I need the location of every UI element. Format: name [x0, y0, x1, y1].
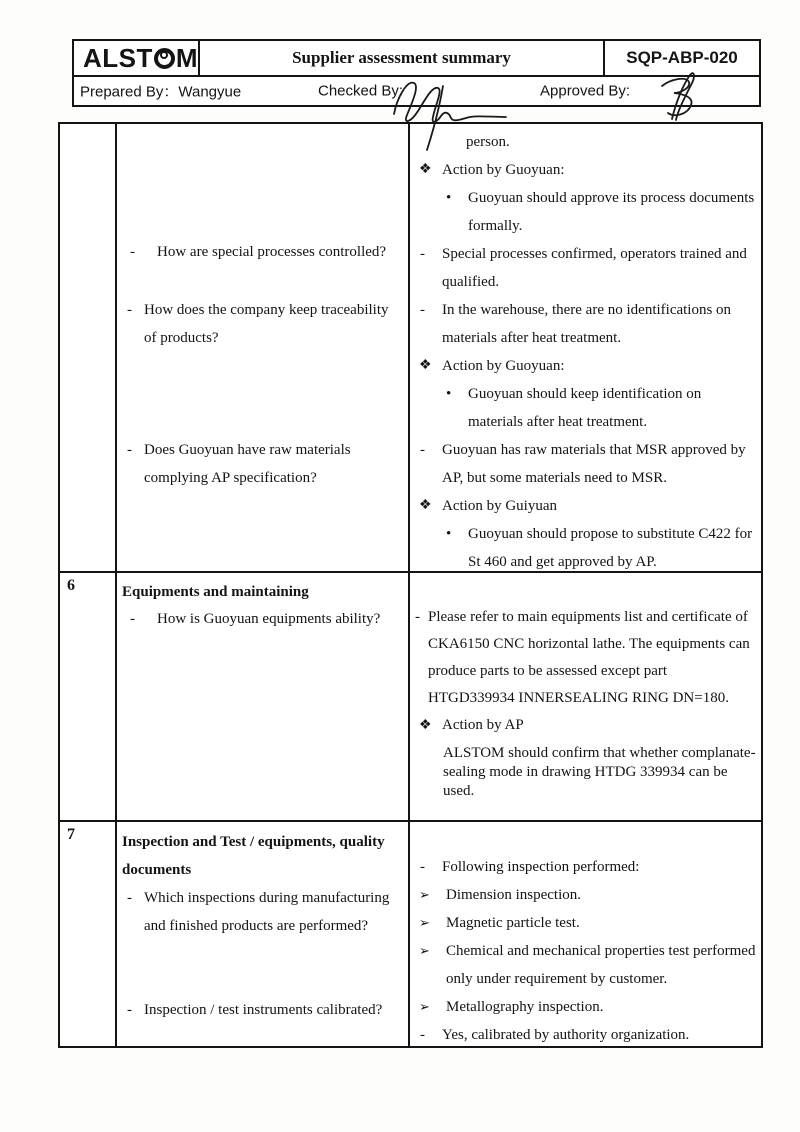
signoff-row — [74, 77, 759, 105]
answer-item: ➢ Metallography inspection. — [410, 993, 756, 1021]
alstom-logo-text — [83, 45, 198, 71]
answer-item: - Following inspection performed: — [410, 853, 756, 881]
answer-cell — [410, 124, 761, 571]
answer-item: ALSTOM should confirm that whether complanate-sealing mode in drawing HTDG 339934 can be used. — [443, 745, 756, 799]
doc-header-table — [72, 39, 761, 107]
approved-by-label: Approved By: — [540, 82, 631, 100]
answer-item: - In the warehouse, there are no identifications on materials after heat treatment. — [410, 296, 756, 352]
answer-item: • Guoyuan should keep identification on materials after heat treatment. — [410, 380, 756, 436]
arrow-marker: ➢ — [419, 915, 430, 930]
table-row-7 — [60, 822, 761, 1046]
diamond-marker: ❖ — [419, 498, 432, 513]
dash-marker: - — [420, 246, 425, 262]
bullet-marker: • — [446, 190, 452, 206]
question-cell — [117, 573, 410, 820]
dash-marker: - — [420, 859, 425, 875]
diamond-marker: ❖ — [419, 718, 432, 733]
question-heading: Equipments and maintaining — [122, 584, 309, 600]
dash-marker: - — [130, 244, 135, 260]
alstom-logo — [74, 41, 200, 75]
answer-item: ❖ Action by Guoyuan: — [410, 352, 756, 380]
answer-item: ➢ Magnetic particle test. — [410, 909, 756, 937]
dash-marker: - — [130, 611, 135, 627]
answer-item: - Please refer to main equipments list and certificate of CKA6150 CNC horizontal lathe. The equipments can produce parts to be assessed except part HTGD339934 INNERSEALING RING DN=180. — [410, 604, 756, 712]
answer-item: • Guoyuan should propose to substitute C422 for St 460 and get approved by AP. — [410, 520, 756, 571]
diamond-marker: ❖ — [419, 162, 432, 177]
row-number-cell: 7 — [60, 822, 117, 1046]
row-number-cell — [60, 124, 117, 571]
arrow-marker: ➢ — [419, 999, 430, 1014]
question-cell — [117, 822, 410, 1046]
doc-title: Supplier assessment summary — [292, 48, 511, 67]
answer-item: ➢ Chemical and mechanical properties test performed only under requirement by customer. — [410, 937, 756, 993]
question-item: - How does the company keep traceability of products? — [117, 296, 404, 352]
alstom-logo-o-inner-ring — [160, 51, 168, 59]
dash-marker: - — [415, 609, 420, 625]
doc-header-top-row — [74, 41, 759, 77]
answer-cell — [410, 573, 761, 820]
question-item: - Inspection / test instruments calibrated? — [117, 996, 404, 1024]
question-cell — [117, 124, 410, 571]
question-item: - How is Guoyuan equipments ability? — [117, 606, 404, 633]
alstom-logo-o-icon — [154, 48, 175, 69]
bullet-marker: • — [446, 526, 452, 542]
row-number-cell: 6 — [60, 573, 117, 820]
answer-cell — [410, 822, 761, 1046]
logo-text-post: M — [175, 43, 199, 73]
doc-code: SQP-ABP-020 — [603, 41, 759, 75]
bullet-marker: • — [446, 386, 452, 402]
prepared-by-value: Wangyue — [178, 83, 242, 101]
answer-item: ❖ Action by Guiyuan — [410, 492, 756, 520]
table-row-6 — [60, 573, 761, 822]
dash-marker: - — [420, 1027, 425, 1043]
question-item: - Does Guoyuan have raw materials complying AP specification? — [117, 436, 404, 492]
dash-marker: - — [420, 302, 425, 318]
dash-marker: - — [127, 1002, 132, 1018]
arrow-marker: ➢ — [419, 943, 430, 958]
answer-item: person. — [466, 134, 510, 150]
logo-text-pre: ALST — [83, 43, 153, 73]
answer-item: ➢ Dimension inspection. — [410, 881, 756, 909]
dash-marker: - — [420, 442, 425, 458]
answer-item: - Guoyuan has raw materials that MSR approved by AP, but some materials need to MSR. — [410, 436, 756, 492]
diamond-marker: ❖ — [419, 358, 432, 373]
dash-marker: - — [127, 302, 132, 318]
answer-item: - Yes, calibrated by authority organization. — [410, 1021, 756, 1046]
dash-marker: - — [127, 442, 132, 458]
checked-by-label: Checked By: — [318, 82, 404, 100]
dash-marker: - — [127, 890, 132, 906]
answer-item: - Special processes confirmed, operators trained and qualified. — [410, 240, 756, 296]
table-row-continuation — [60, 124, 761, 573]
prepared-by — [80, 81, 241, 102]
answer-item: • Guoyuan should approve its process documents formally. — [410, 184, 756, 240]
question-heading: Inspection and Test / equipments, quality documents — [122, 834, 385, 878]
arrow-marker: ➢ — [419, 887, 430, 902]
answer-item: ❖ Action by AP — [410, 712, 756, 739]
assessment-table — [58, 122, 763, 1048]
prepared-by-label: Prepared By： — [80, 83, 179, 101]
answer-item: ❖ Action by Guoyuan: — [410, 156, 756, 184]
question-item: - How are special processes controlled? — [117, 238, 404, 266]
question-item: - Which inspections during manufacturing and finished products are performed? — [117, 884, 404, 940]
